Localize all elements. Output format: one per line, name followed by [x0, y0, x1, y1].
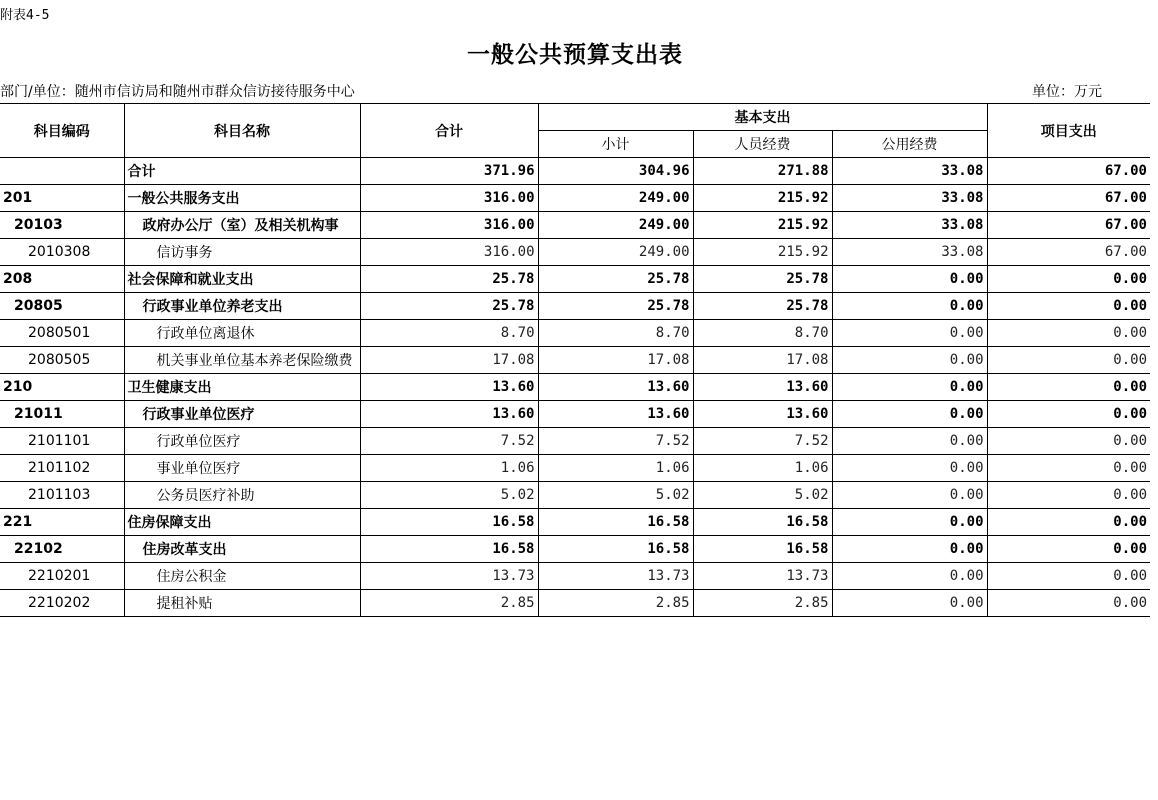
cell-subtotal: 13.73 [538, 563, 693, 590]
cell-personnel: 13.60 [693, 374, 832, 401]
cell-total: 13.60 [360, 401, 538, 428]
cell-project: 0.00 [987, 455, 1150, 482]
cell-code: 2080501 [0, 320, 124, 347]
cell-total: 17.08 [360, 347, 538, 374]
cell-name: 政府办公厅（室）及相关机构事 [124, 212, 360, 239]
department-label: 部门/单位：随州市信访局和随州市群众信访接待服务中心 [0, 84, 355, 100]
table-row [0, 590, 1150, 617]
cell-name: 行政事业单位医疗 [124, 401, 360, 428]
cell-code: 2080505 [0, 347, 124, 374]
table-row [0, 455, 1150, 482]
cell-code: 208 [0, 266, 124, 293]
cell-personnel: 17.08 [693, 347, 832, 374]
cell-code: 20805 [0, 293, 124, 320]
cell-project: 0.00 [987, 374, 1150, 401]
cell-name: 住房保障支出 [124, 509, 360, 536]
header-project: 项目支出 [987, 104, 1150, 158]
cell-personnel: 271.88 [693, 158, 832, 185]
cell-public: 0.00 [832, 482, 987, 509]
table-row [0, 374, 1150, 401]
cell-total: 371.96 [360, 158, 538, 185]
cell-code: 2010308 [0, 239, 124, 266]
table-row [0, 212, 1150, 239]
cell-public: 0.00 [832, 401, 987, 428]
table-row [0, 536, 1150, 563]
cell-total: 5.02 [360, 482, 538, 509]
cell-code: 201 [0, 185, 124, 212]
cell-subtotal: 16.58 [538, 536, 693, 563]
cell-public: 0.00 [832, 536, 987, 563]
cell-total: 25.78 [360, 266, 538, 293]
cell-public: 0.00 [832, 590, 987, 617]
cell-name: 合计 [124, 158, 360, 185]
cell-name: 卫生健康支出 [124, 374, 360, 401]
cell-public: 0.00 [832, 320, 987, 347]
cell-public: 33.08 [832, 239, 987, 266]
cell-project: 0.00 [987, 509, 1150, 536]
cell-personnel: 1.06 [693, 455, 832, 482]
table-row [0, 293, 1150, 320]
cell-code: 2210202 [0, 590, 124, 617]
cell-project: 0.00 [987, 563, 1150, 590]
cell-project: 0.00 [987, 401, 1150, 428]
cell-subtotal: 8.70 [538, 320, 693, 347]
cell-name: 一般公共服务支出 [124, 185, 360, 212]
cell-total: 16.58 [360, 509, 538, 536]
cell-project: 0.00 [987, 428, 1150, 455]
cell-total: 16.58 [360, 536, 538, 563]
header-total: 合计 [360, 104, 538, 158]
cell-total: 316.00 [360, 185, 538, 212]
cell-project: 67.00 [987, 239, 1150, 266]
cell-subtotal: 7.52 [538, 428, 693, 455]
cell-total: 316.00 [360, 239, 538, 266]
cell-subtotal: 17.08 [538, 347, 693, 374]
cell-name: 信访事务 [124, 239, 360, 266]
table-row [0, 509, 1150, 536]
cell-project: 0.00 [987, 347, 1150, 374]
cell-personnel: 25.78 [693, 293, 832, 320]
cell-name: 行政单位离退休 [124, 320, 360, 347]
header-basic: 基本支出 [538, 104, 987, 131]
table-row [0, 401, 1150, 428]
header-code: 科目编码 [0, 104, 124, 158]
cell-subtotal: 2.85 [538, 590, 693, 617]
cell-personnel: 5.02 [693, 482, 832, 509]
cell-personnel: 13.73 [693, 563, 832, 590]
cell-personnel: 25.78 [693, 266, 832, 293]
cell-public: 0.00 [832, 428, 987, 455]
cell-project: 0.00 [987, 293, 1150, 320]
cell-project: 67.00 [987, 185, 1150, 212]
page-title: 一般公共预算支出表 [467, 41, 683, 68]
cell-project: 0.00 [987, 536, 1150, 563]
table-row [0, 482, 1150, 509]
cell-project: 67.00 [987, 158, 1150, 185]
cell-personnel: 13.60 [693, 401, 832, 428]
cell-code: 2101103 [0, 482, 124, 509]
table-row [0, 320, 1150, 347]
cell-subtotal: 249.00 [538, 239, 693, 266]
cell-subtotal: 25.78 [538, 266, 693, 293]
cell-subtotal: 249.00 [538, 185, 693, 212]
table-row [0, 428, 1150, 455]
cell-code: 2210201 [0, 563, 124, 590]
cell-total: 7.52 [360, 428, 538, 455]
cell-project: 0.00 [987, 590, 1150, 617]
cell-personnel: 16.58 [693, 509, 832, 536]
table-row [0, 347, 1150, 374]
header-public: 公用经费 [832, 131, 987, 158]
table-row [0, 266, 1150, 293]
cell-name: 住房公积金 [124, 563, 360, 590]
cell-subtotal: 13.60 [538, 401, 693, 428]
cell-subtotal: 1.06 [538, 455, 693, 482]
cell-public: 0.00 [832, 455, 987, 482]
header-name: 科目名称 [124, 104, 360, 158]
cell-public: 33.08 [832, 158, 987, 185]
cell-personnel: 215.92 [693, 239, 832, 266]
cell-code: 21011 [0, 401, 124, 428]
cell-total: 1.06 [360, 455, 538, 482]
cell-personnel: 215.92 [693, 185, 832, 212]
cell-total: 13.60 [360, 374, 538, 401]
cell-subtotal: 25.78 [538, 293, 693, 320]
cell-name: 提租补贴 [124, 590, 360, 617]
cell-personnel: 8.70 [693, 320, 832, 347]
header-subtotal: 小计 [538, 131, 693, 158]
cell-total: 13.73 [360, 563, 538, 590]
cell-personnel: 16.58 [693, 536, 832, 563]
cell-code: 221 [0, 509, 124, 536]
cell-subtotal: 16.58 [538, 509, 693, 536]
cell-total: 8.70 [360, 320, 538, 347]
cell-personnel: 215.92 [693, 212, 832, 239]
cell-project: 67.00 [987, 212, 1150, 239]
cell-code: 210 [0, 374, 124, 401]
cell-name: 公务员医疗补助 [124, 482, 360, 509]
table-row [0, 563, 1150, 590]
table-row [0, 239, 1150, 266]
cell-public: 0.00 [832, 347, 987, 374]
cell-code: 22102 [0, 536, 124, 563]
cell-public: 33.08 [832, 185, 987, 212]
cell-name: 社会保障和就业支出 [124, 266, 360, 293]
table-row [0, 185, 1150, 212]
cell-subtotal: 5.02 [538, 482, 693, 509]
cell-project: 0.00 [987, 320, 1150, 347]
cell-public: 0.00 [832, 563, 987, 590]
budget-table [0, 103, 1150, 617]
cell-code: 2101102 [0, 455, 124, 482]
budget-table-body [0, 158, 1150, 617]
cell-code: 2101101 [0, 428, 124, 455]
cell-public: 0.00 [832, 266, 987, 293]
cell-total: 25.78 [360, 293, 538, 320]
cell-personnel: 2.85 [693, 590, 832, 617]
cell-project: 0.00 [987, 482, 1150, 509]
cell-code [0, 158, 124, 185]
annex-label: 附表4-5 [0, 8, 50, 23]
cell-name: 行政单位医疗 [124, 428, 360, 455]
cell-subtotal: 13.60 [538, 374, 693, 401]
header-personnel: 人员经费 [693, 131, 832, 158]
cell-public: 0.00 [832, 509, 987, 536]
cell-name: 机关事业单位基本养老保险缴费 [124, 347, 360, 374]
cell-public: 0.00 [832, 374, 987, 401]
cell-public: 0.00 [832, 293, 987, 320]
cell-name: 事业单位医疗 [124, 455, 360, 482]
cell-subtotal: 304.96 [538, 158, 693, 185]
cell-project: 0.00 [987, 266, 1150, 293]
cell-total: 316.00 [360, 212, 538, 239]
table-row [0, 158, 1150, 185]
cell-subtotal: 249.00 [538, 212, 693, 239]
cell-public: 33.08 [832, 212, 987, 239]
cell-total: 2.85 [360, 590, 538, 617]
cell-code: 20103 [0, 212, 124, 239]
unit-label: 单位：万元 [1032, 84, 1102, 100]
cell-name: 行政事业单位养老支出 [124, 293, 360, 320]
cell-name: 住房改革支出 [124, 536, 360, 563]
cell-personnel: 7.52 [693, 428, 832, 455]
